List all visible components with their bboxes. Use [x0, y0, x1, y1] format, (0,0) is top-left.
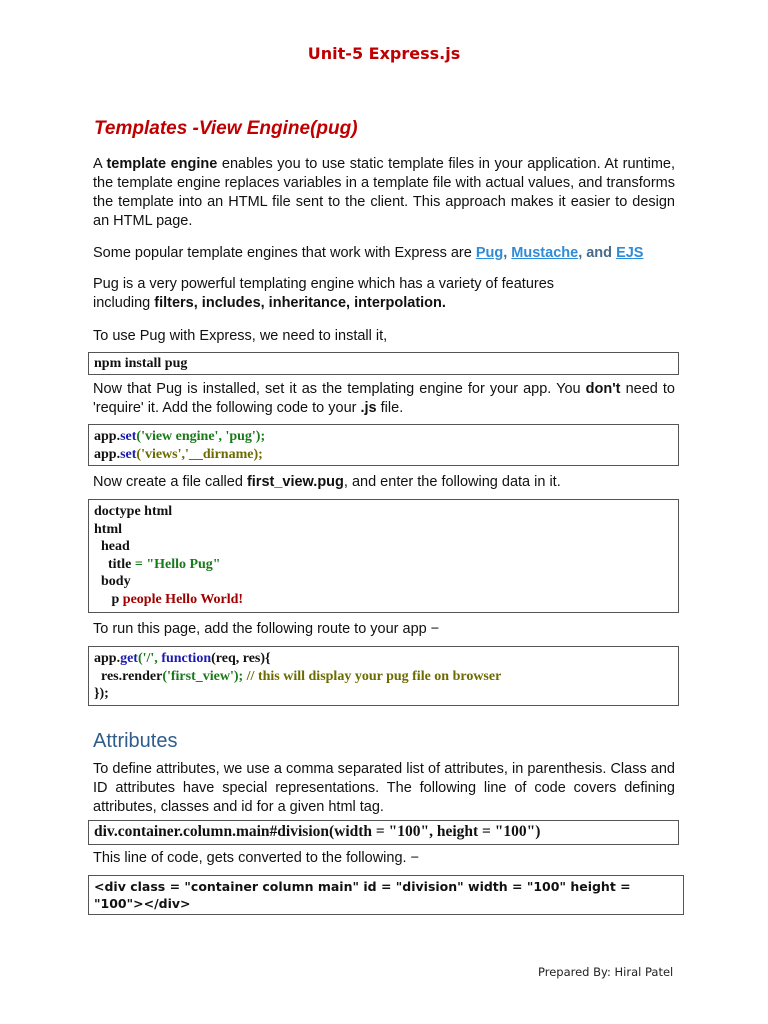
code-pug-line-6: p people Hello World! [94, 591, 244, 607]
code-pug-box [88, 499, 679, 613]
code-set-box [88, 424, 679, 466]
pug-features-paragraph [93, 275, 593, 313]
pug-features-bold: filters, includes, inheritance, interpolation. [154, 295, 446, 311]
code-route-line-1: app.get('/', function(req, res){ [94, 651, 271, 666]
after-install-text2: need to 'require' it. Add the following code to your [93, 381, 675, 416]
run-page-paragraph: To run this page, add the following route to your app − [93, 621, 440, 637]
intro-bold-term: template engine [106, 156, 218, 172]
code-output-line-2: "100"></div> [94, 896, 191, 911]
create-file-paragraph [93, 473, 675, 492]
code-pug-line-1: doctype html [94, 504, 173, 519]
attributes-heading: Attributes [93, 730, 178, 752]
footer-prepared-by: Prepared By: Hiral Patel [538, 965, 674, 979]
mustache-link[interactable]: Mustache [511, 245, 579, 261]
code-pug-line-2: html [94, 521, 122, 537]
section-title: Templates -View Engine(pug) [94, 118, 358, 139]
intro-paragraph [93, 155, 675, 231]
converted-paragraph: This line of code, gets converted to the following. − [93, 850, 420, 866]
attributes-paragraph: To define attributes, we use a comma separated list of attributes, in parenthesis. Class and ID attributes have special representations. The following line of code covers defining attributes, classes and id for a given html tag. [93, 761, 675, 815]
engines-sep: , [503, 245, 512, 261]
code-route-line-2: res.render('first_view'); // this will display your pug file on browser [94, 668, 502, 684]
create-file-text1: Now create a file called [93, 474, 247, 490]
code-output-box [88, 875, 684, 915]
after-install-text1: Now that Pug is installed, set it as the templating engine for your app. You [93, 381, 586, 397]
code-route-line-3: }); [94, 686, 109, 701]
code-pug-line-3: head [94, 539, 130, 554]
install-intro: To use Pug with Express, we need to install it, [93, 328, 388, 344]
code-install-line: npm install pug [94, 356, 188, 371]
pug-link[interactable]: Pug [475, 245, 504, 261]
unit-title: Unit-5 Express.js [307, 44, 461, 63]
intro-rest: enables you to use static template files in your application. At runtime, the template engine replaces variables in a template file with actual values, and transforms the template into an HTML file sent to the client. This approach makes it easier to design an HTML page. [93, 156, 676, 229]
create-file-text2: , and enter the following data in it. [343, 474, 561, 490]
intro-prefix: A [93, 156, 107, 172]
pug-features-text: Pug is a very powerful templating engine which has a variety of features including [93, 276, 555, 311]
after-install-bold1: don't [585, 381, 621, 397]
code-route-box [88, 646, 679, 706]
code-attr-box [88, 820, 679, 845]
code-install-box [88, 352, 679, 375]
code-pug-line-5: body [94, 574, 131, 589]
after-install-text3: file. [376, 400, 404, 416]
create-file-bold: first_view.pug [246, 474, 344, 490]
engines-paragraph [93, 244, 675, 263]
code-output-line-1: <div class = "container column main" id = "division" width = "100" height = [94, 879, 631, 894]
engines-prefix: Some popular template engines that work with Express are [93, 245, 476, 261]
ejs-link[interactable]: EJS [616, 245, 644, 261]
after-install-bold2: .js [360, 400, 377, 416]
code-attr-line: div.container.column.main#division(width = "100", height = "100") [94, 823, 541, 840]
after-install-paragraph [93, 380, 675, 418]
engines-and: , and [578, 245, 617, 261]
code-pug-line-4: title = "Hello Pug" [94, 556, 221, 572]
code-set-line-2: app.set('views','__dirname); [94, 446, 263, 462]
code-set-line-1: app.set('view engine', 'pug'); [94, 429, 266, 444]
